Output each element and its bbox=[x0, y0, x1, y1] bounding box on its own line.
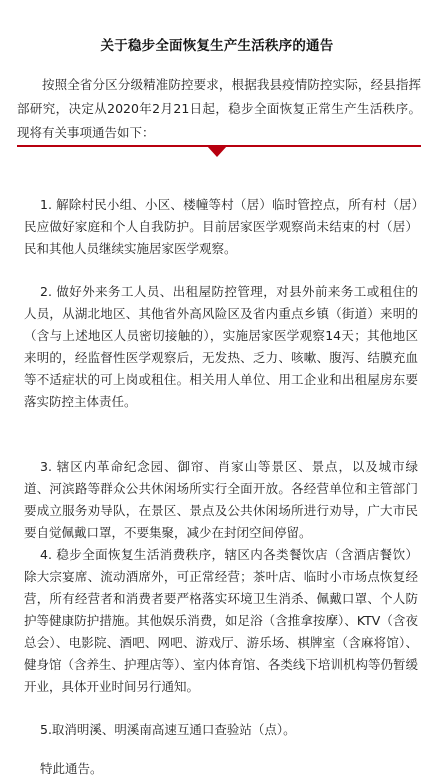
notice-item-3: 3. 辖区内革命纪念园、御帘、肖家山等景区、景点，以及城市绿道、河滨路等群众公共休闲场所实行全面开放。各经营单位和主管部门要成立服务劝导队，在景区、景点及公共休闲场所进行劝导，广大市民要自觉佩戴口罩，不要集聚，减少在封闭空间停留。 bbox=[24, 459, 418, 540]
notice-closing: 特此通告。 bbox=[40, 761, 103, 776]
notice-item-4: 4. 稳步全面恢复生活消费秩序，辖区内各类餐饮店（含酒店餐饮）除大宗宴席、流动酒席外，可正常经营；茶叶店、临时小市场点恢复经营，所有经营者和消费者要严格落实环境卫生消杀、佩戴口罩、个人防护等健康防护措施。其他娱乐消费，如足浴（含推拿按摩）、KTV（含夜总会）、电影院、酒吧、网吧、游戏厅、游乐场、棋牌室（含麻将馆）、健身馆（含养生、护理店等）、室内体育馆、各类线下培训机构等仍暂缓开业，具体开业时间另行通知。 bbox=[24, 547, 418, 694]
notice-intro: 按照全省分区分级精准防控要求，根据我县疫情防控实际，经县指挥部研究，决定从2020年2月21日起，稳步全面恢复正常生产生活秩序。现将有关事项通告如下： bbox=[17, 77, 421, 140]
notice-item-5: 5.取消明溪、明溪南高速互通口查验站（点）。 bbox=[40, 722, 296, 737]
notice-item-2: 2. 做好外来务工人员、出租屋防控管理，对县外前来务工或租住的人员，从湖北地区、其他省外高风险区及省内重点乡镇（街道）来明的（含与上述地区人员密切接触的），实施居家医学观察14天；其他地区来明的，经监督性医学观察后，无发热、乏力、咳嗽、腹泻、结膜充血等不适症状的可上岗或租住。相关用人单位、用工企业和出租屋房东要落实防控主体责任。 bbox=[24, 284, 418, 409]
down-arrow-icon bbox=[207, 146, 227, 157]
notice-item-1: 1. 解除村民小组、小区、楼幢等村（居）临时管控点，所有村（居）民应做好家庭和个人自我防护。目前居家医学观察尚未结束的村（居）民和其他人员继续实施居家医学观察。 bbox=[24, 197, 418, 256]
notice-title: 关于稳步全面恢复生产生活秩序的通告 bbox=[100, 38, 334, 54]
